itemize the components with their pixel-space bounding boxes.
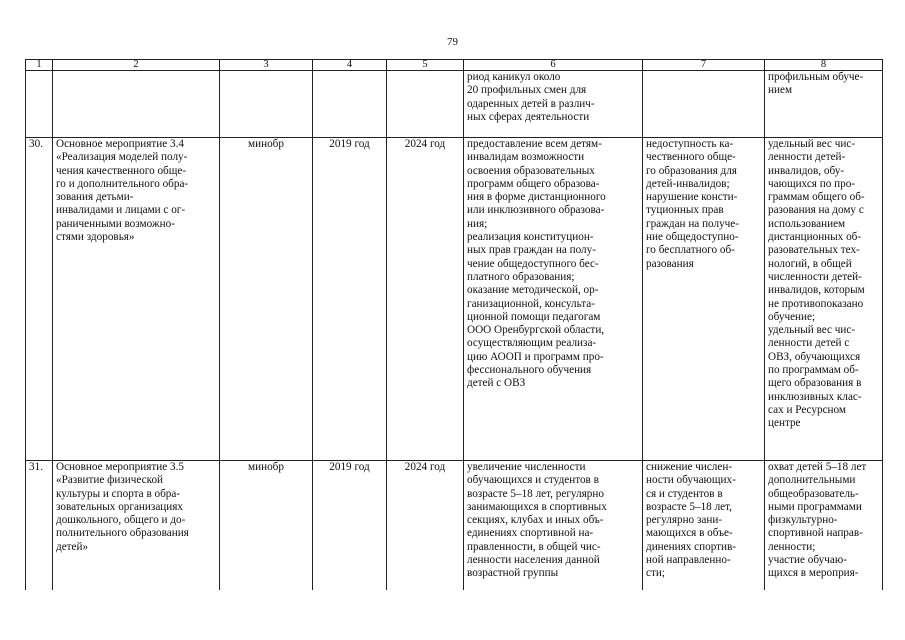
cell-consequences (643, 71, 765, 138)
cell-executor: минобр (220, 138, 313, 461)
cell-result: риод каникул около 20 профильных смен для одаренных детей в различ- ных сферах деятельности (464, 71, 643, 138)
cell-event: Основное мероприятие 3.4 «Реализация моделей полу- чения качественного обще- го и дополнительного обра- зования детьми- инвалидами и лицами с ог- раниченными возможно- стями здоровья» (53, 138, 220, 461)
cell-indicators: удельный вес чис- ленности детей- инвалидов, обу- чающихся по про- граммам общего об- разования на дому с использованием дистанционных об- разовательных тех- нологий, в общей численности детей- инвалидов, которым не противопоказано обучение; удельный вес чис- ленности детей с ОВЗ, обучающихся по программам об- щего образования в инклюзивных клас- сах и Ресурсном центре (765, 138, 883, 461)
column-header: 1 (26, 60, 53, 71)
measures-table (25, 59, 883, 590)
cell-indicators: профильным обуче- нием (765, 71, 883, 138)
column-header: 3 (220, 60, 313, 71)
cell-start (313, 71, 387, 138)
table-row (26, 461, 883, 591)
cell-number: 30. (26, 138, 53, 461)
cell-executor (220, 71, 313, 138)
cell-executor: минобр (220, 461, 313, 591)
cell-result: предоставление всем детям- инвалидам возможности освоения образовательных программ общего образова- ния в форме дистанционного или инклюзивного образова- ния; реализация конституцион- ных прав граждан на полу- чение общедоступного бес- платного образования; оказание методической, ор- ганизационной, консульта- ционной помощи педагогам ООО Оренбургской области, осуществляющим реализа- цию АООП и программ про- фессионального обучения детей с ОВЗ (464, 138, 643, 461)
cell-event (53, 71, 220, 138)
cell-start: 2019 год (313, 461, 387, 591)
cell-consequences: недоступность ка- чественного обще- го образования для детей-инвалидов; нарушение консти- туционных прав граждан на получе- ние общедоступно- го бесплатного об- разования (643, 138, 765, 461)
cell-end: 2024 год (387, 138, 464, 461)
column-header: 7 (643, 60, 765, 71)
cell-number: 31. (26, 461, 53, 591)
table-row-continuation (26, 71, 883, 138)
page-number: 79 (447, 36, 458, 48)
column-header: 6 (464, 60, 643, 71)
column-header: 8 (765, 60, 883, 71)
cell-indicators: охват детей 5–18 лет дополнительными общеобразователь- ными программами физкультурно- спортивной направ- ленности; участие обучаю- щихся в мероприя- (765, 461, 883, 591)
cell-end: 2024 год (387, 461, 464, 591)
column-header: 4 (313, 60, 387, 71)
column-number-header-row (26, 60, 883, 71)
cell-end (387, 71, 464, 138)
column-header: 5 (387, 60, 464, 71)
cell-result: увеличение численности обучающихся и студентов в возрасте 5–18 лет, регулярно занимающихся в спортивных секциях, клубах и иных объ- единениях спортивной на- правленности, в общей чис- ленности населения данной возрастной группы (464, 461, 643, 591)
cell-consequences: снижение числен- ности обучающих- ся и студентов в возрасте 5–18 лет, регулярно зани- мающихся в объе- динениях спортив- ной направленно- сти; (643, 461, 765, 591)
cell-start: 2019 год (313, 138, 387, 461)
cell-event: Основное мероприятие 3.5 «Развитие физической культуры и спорта в обра- зовательных организациях дошкольного, общего и до- полнительного образования детей» (53, 461, 220, 591)
cell-number (26, 71, 53, 138)
column-header: 2 (53, 60, 220, 71)
table-row (26, 138, 883, 461)
